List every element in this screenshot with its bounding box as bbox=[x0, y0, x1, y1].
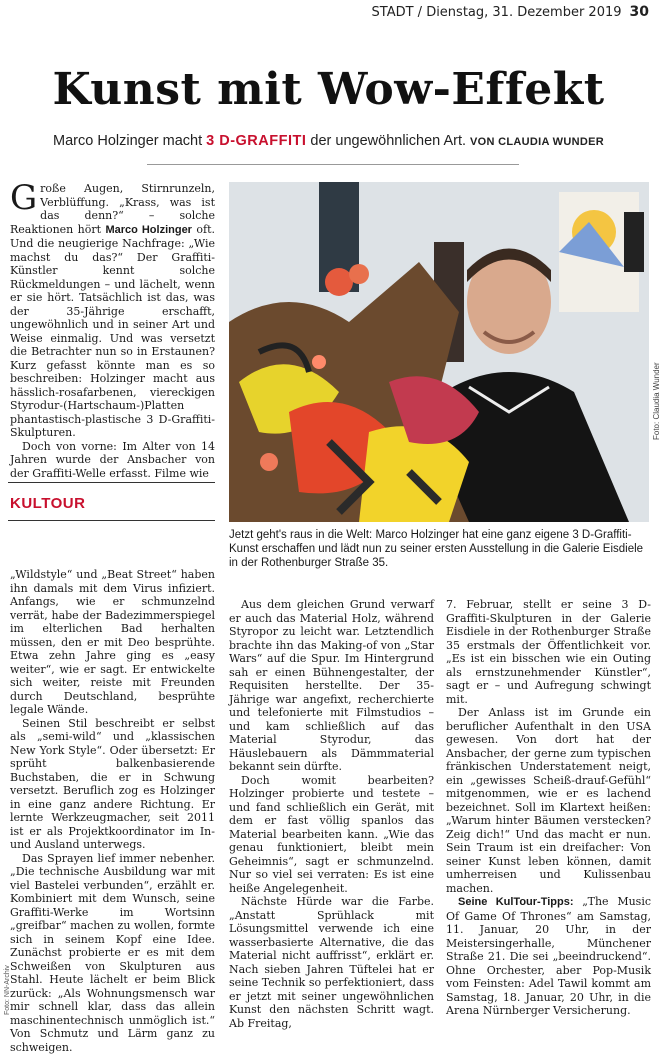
kultour-bottom-rule bbox=[8, 520, 215, 521]
subheadline bbox=[0, 133, 657, 149]
kultour-top-rule bbox=[8, 482, 215, 483]
sculpture-photo-illustration bbox=[229, 182, 649, 522]
article-paragraph: Nächste Hürde war die Farbe. „Anstatt Sprühlack mit Lösungsmittel verwende ich eine wasserbasierte Alternative, die das Material nicht auffrisst“, erklärt er. Nach sieben Jahren Tüftelei hat er seine Technik so perfektioniert, dass er jetzt mit seiner ungewöhnlichen Kunst den nächsten Schritt wagt. Ab Freitag, bbox=[229, 895, 434, 1030]
subhead-pre: Marco Holzinger macht bbox=[53, 133, 202, 149]
article-column-1-bottom bbox=[10, 568, 215, 1054]
byline: VON CLAUDIA WUNDER bbox=[470, 136, 604, 148]
kultour-tips-label: Seine KulTour-Tipps: bbox=[458, 896, 574, 908]
side-photo-credit: Foto: NN-Archiv bbox=[4, 965, 11, 1015]
headline-divider bbox=[147, 164, 519, 165]
article-paragraph: Aus dem gleichen Grund verwarf er auch das Material Holz, während Styropor zu leicht war. Letztendlich brachte ihn das Making-of von „Star Wars“ auf die Spur. Im Hintergrund sah er einen Bühnengestalter, der Requisiten herstellte. Der 35-Jährige war angefixt, recherchierte und telefonierte mit Filmstudios – und kam schließlich auf das Material Styrodur, das Häuslebauern als Dämmmaterial bekannt sein dürfte. bbox=[229, 598, 434, 774]
section-date: STADT / Dienstag, 31. Dezember 2019 bbox=[372, 5, 622, 20]
subhead-highlight: 3 D-GRAFFITI bbox=[206, 133, 306, 149]
article-paragraph: Doch womit bearbeiten? Holzinger probierte und testete – und fand schließlich ein Gerät, mit dem er fast völlig spanlos das Material bearbeiten kann. „Wie das genau funktioniert, bleibt mein Geheimnis“, sagt er schmunzelnd. Nur so viel sei verraten: Es ist eine heiße Angelegenheit. bbox=[229, 774, 434, 896]
subhead-post: der ungewöhnlichen Art. bbox=[310, 133, 466, 149]
article-paragraph: „Wildstyle“ und „Beat Street“ haben ihn damals mit dem Virus infiziert. Anfangs, wie er schmunzelnd verrät, habe der Badezimmerspiegel im elterlichen Bad herhalten müssen, den er mit Deo besprühte. Etwa zehn Jahre ging es „easy weiter“, wie er sagt. Er entwickelte sich weiter, reiste mit Freunden durch Deutschland, besprühte legale Wände. bbox=[10, 568, 215, 717]
page-header bbox=[0, 4, 649, 20]
article-column-2 bbox=[229, 598, 434, 1030]
page-number: 30 bbox=[630, 4, 649, 20]
headline: Kunst mit Wow-Effekt bbox=[0, 64, 657, 115]
article-paragraph: Seine KulTour-Tipps: „The Music Of Game Of Thrones“ am Samstag, 11. Januar, 20 Uhr, in der Meistersingerhalle, Münchener Straße 21. Die sei „beeindruckend“. Ohne Orchester, aber Pop-Musik vom Feinsten: Adel Tawil kommt am Samstag, 18. Januar, 20 Uhr, in die Arena Nürnberger Versicherung. bbox=[446, 895, 651, 1018]
article-paragraph: 7. Februar, stellt er seine 3 D-Graffiti-Skulpturen in der Galerie Eisdiele in der Rothenburger Straße 35 erstmals der Öffentlichkeit vor. „Es ist ein bisschen wie ein Outing als ernstzunehmender Künstler“, sagt er – und Aufregung schwingt mit. bbox=[446, 598, 651, 706]
photo-credit: Foto: Claudia Wunder bbox=[652, 362, 661, 440]
photo-caption: Jetzt geht's raus in die Welt: Marco Holzinger hat eine ganz eigene 3 D-Graffiti-Kunst erschaffen und lädt nun zu seiner ersten Ausstellung in die Galerie Eisdiele in der Rothenburger Straße 35. bbox=[229, 528, 649, 570]
kultour-label: KULTOUR bbox=[10, 495, 85, 512]
article-column-1-top bbox=[10, 182, 215, 480]
article-paragraph: Der Anlass ist im Grunde ein beruflicher Aufenthalt in den USA gewesen. Von dort hat der Ansbacher, der gerne zum typischen fränkischen Understatement neigt, ein „gewisses Scheiß-drauf-Gefühl“ mitgenommen, wie er es lachend bezeichnet. Soll im Klartext heißen: „Warum hinter Bäumen verstecken? Zeig dich!“ Und das macht er nun. Sein Traum ist ein dreifacher: Von seiner Kunst leben können, damit umherreisen und Kulissenbau machen. bbox=[446, 706, 651, 895]
article-paragraph: Seinen Stil beschreibt er selbst als „semi-wild“ und „klassischen New York Style“. Oder übersetzt: Er sprüht balkenbasierende Buchstaben, die er in Schwung versetzt. Beruflich zog es Holzinger in eine ganz andere Richtung. Er lernte Werkzeugmacher, seit 2011 ist er als Projektkoordinator im In- und Ausland unterwegs. bbox=[10, 717, 215, 852]
person-name: Marco Holzinger bbox=[105, 224, 191, 236]
article-paragraph: Das Sprayen lief immer nebenher. „Die technische Ausbildung war mit viel Bastelei verbunden“, erzählt er. Kombiniert mit dem Wunsch, seine Graffiti-Werke im Wortsinn „greifbar“ machen zu wollen, formte sich in seinem Kopf eine Idee. Zunächst probierte er es mit dem Schweißen von Skulpturen aus Stahl. Heute lächelt er beim Blick zurück: „Als Wohnungsmensch war mir schnell klar, dass das allein maschinentechnisch unmöglich ist.“ Von Schmutz und Lärm ganz zu schweigen. bbox=[10, 852, 215, 1054]
article-photo bbox=[229, 182, 649, 522]
article-column-3 bbox=[446, 598, 651, 1018]
dropcap: G bbox=[10, 184, 37, 212]
article-paragraph: Doch von vorne: Im Alter von 14 Jahren wurde der Ansbacher von der Graffiti-Welle erfasst. Filme wie bbox=[10, 440, 215, 481]
article-paragraph: Große Augen, Stirnrunzeln, Verblüffung. „Krass, was ist das denn?“ – solche Reaktionen hört Marco Holzinger oft. Und die neugierige Nachfrage: „Wie machst du das?“ Der Graffiti-Künstler kennt solche Rückmeldungen – und lächelt, wenn er sie hört. Tatsächlich ist das, was der 35-Jährige erschafft, ungewöhnlich und in seiner Art und Weise einmalig. Und was versetzt die Betrachter nun so in Erstaunen? Kurz gefasst könnte man es so beschreiben: Holzinger macht aus hässlich-rosafarbenen, viereckigen Styrodur-(Hartschaum-)Platten phantastisch-plastische 3 D-Graffiti-Skulpturen. bbox=[10, 182, 215, 440]
